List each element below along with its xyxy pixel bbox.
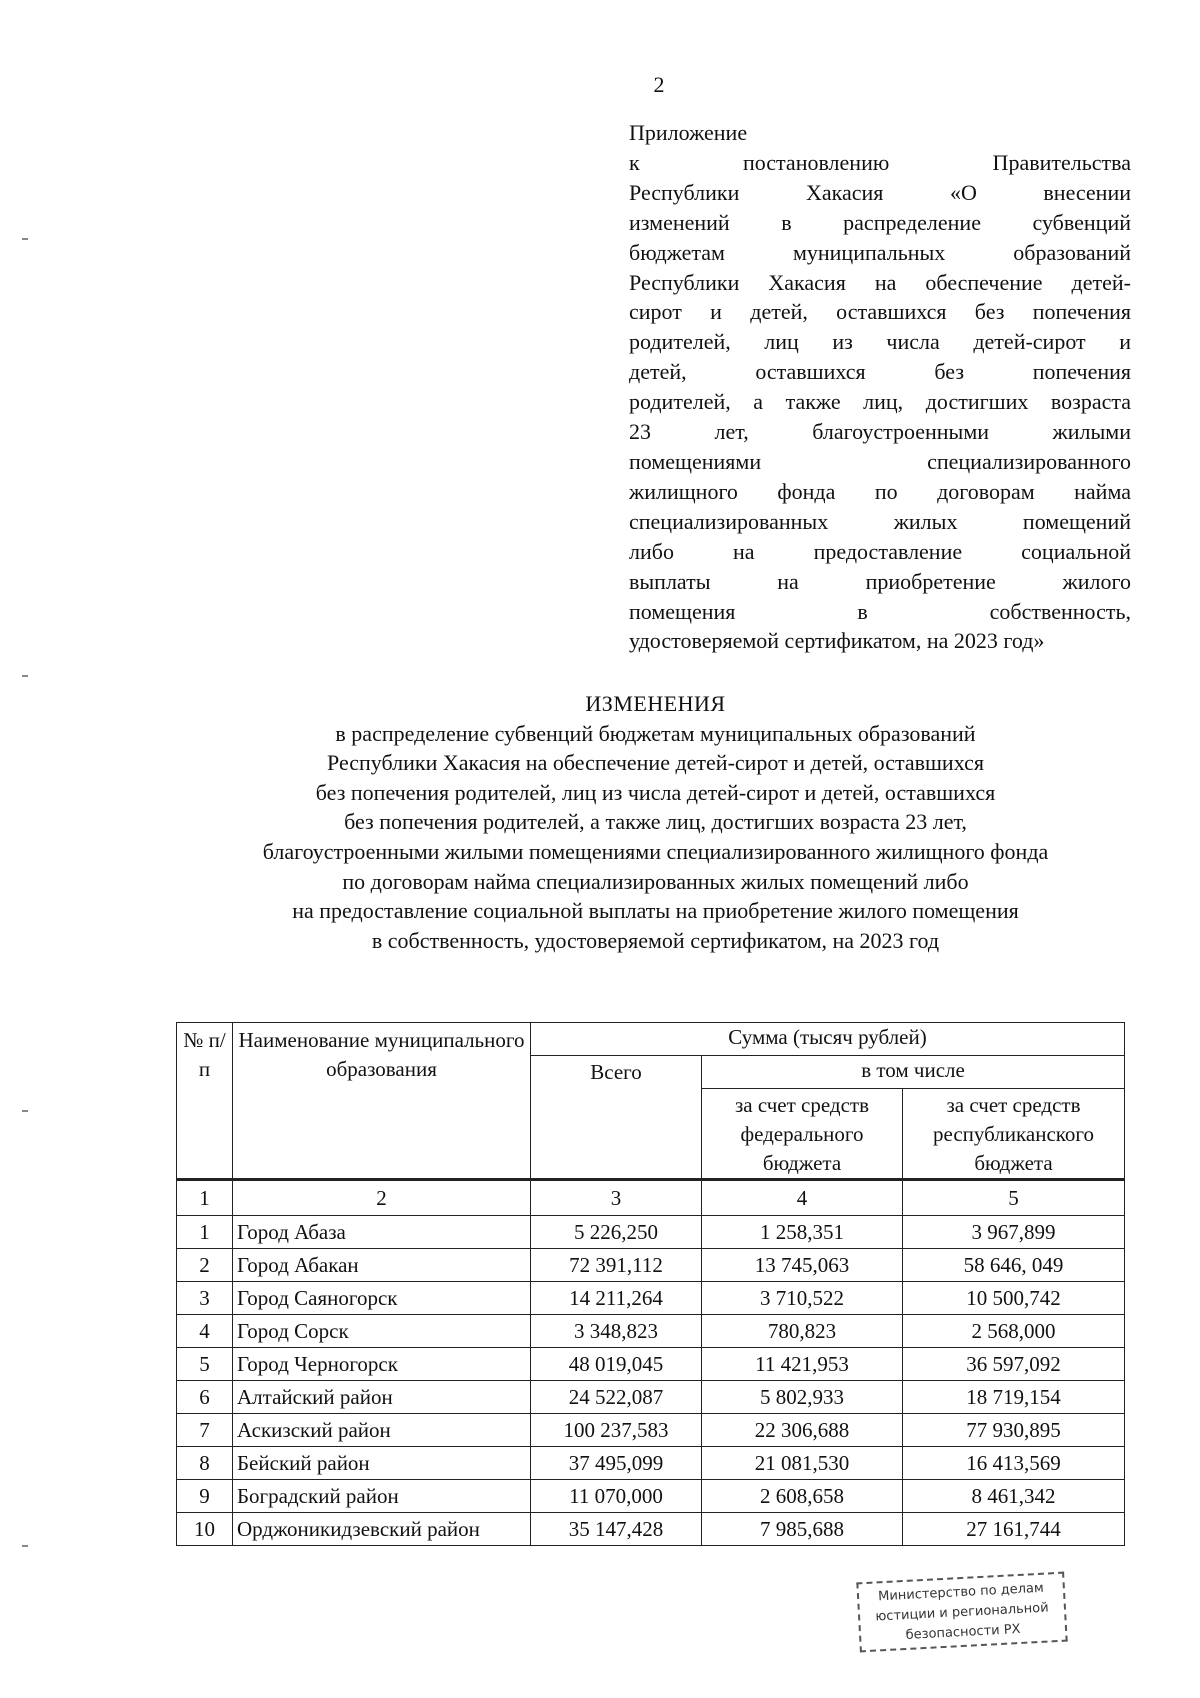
row-number: 10 — [177, 1513, 233, 1546]
republic-amount: 8 461,342 — [903, 1480, 1125, 1513]
republic-amount: 2 568,000 — [903, 1315, 1125, 1348]
republic-amount: 16 413,569 — [903, 1447, 1125, 1480]
stamp-line: безопасности РХ — [905, 1621, 1021, 1643]
row-number: 3 — [177, 1282, 233, 1315]
republic-amount: 10 500,742 — [903, 1282, 1125, 1315]
federal-amount: 21 081,530 — [702, 1447, 903, 1480]
municipality-name: Бейский район — [233, 1447, 531, 1480]
document-heading — [170, 689, 1141, 955]
republic-amount: 58 646, 049 — [903, 1249, 1125, 1282]
row-number: 9 — [177, 1480, 233, 1513]
federal-amount: 2 608,658 — [702, 1480, 903, 1513]
federal-amount: 1 258,351 — [702, 1216, 903, 1249]
republic-amount: 36 597,092 — [903, 1348, 1125, 1381]
total-amount: 72 391,112 — [531, 1249, 702, 1282]
total-amount: 3 348,823 — [531, 1315, 702, 1348]
appendix-line: специализированных жилых помещений — [629, 508, 1131, 534]
table-row — [177, 1216, 1125, 1249]
table-row — [177, 1315, 1125, 1348]
total-amount: 11 070,000 — [531, 1480, 702, 1513]
federal-amount: 11 421,953 — [702, 1348, 903, 1381]
appendix-line: 23 лет, благоустроенными жилыми — [629, 419, 1131, 445]
municipality-name: Алтайский район — [233, 1381, 531, 1414]
header-republic: за счет средств республиканского бюджета — [903, 1089, 1125, 1180]
heading-line: благоустроенными жилыми помещениями специализированного жилищного фонда — [262, 838, 1049, 864]
heading-line: в распределение субвенций бюджетам муниципальных образований — [335, 720, 976, 746]
municipality-name: Аскизский район — [233, 1414, 531, 1447]
appendix-line: бюджетам муниципальных образований — [629, 239, 1131, 265]
header-federal: за счет средств федерального бюджета — [702, 1089, 903, 1180]
row-number: 2 — [177, 1249, 233, 1282]
municipality-name: Орджоникидзевский район — [233, 1513, 531, 1546]
municipality-name: Город Саяногорск — [233, 1282, 531, 1315]
page-number: 2 — [653, 72, 665, 97]
column-number: 1 — [177, 1180, 233, 1216]
heading-line: в собственность, удостоверяемой сертификатом, на 2023 год — [371, 927, 940, 953]
heading-line: на предоставление социальной выплаты на приобретение жилого помещения — [292, 898, 1019, 924]
header-number: № п/п — [177, 1023, 233, 1180]
row-number: 6 — [177, 1381, 233, 1414]
federal-amount: 7 985,688 — [702, 1513, 903, 1546]
header-municipality: Наименование муниципального образования — [233, 1023, 531, 1180]
appendix-line: изменений в распределение субвенций — [629, 209, 1131, 235]
republic-amount: 77 930,895 — [903, 1414, 1125, 1447]
appendix-line: помещения в собственность, — [629, 598, 1131, 624]
appendix-line: выплаты на приобретение жилого — [629, 568, 1131, 594]
table-row — [177, 1447, 1125, 1480]
row-number: 8 — [177, 1447, 233, 1480]
municipality-name: Боградский район — [233, 1480, 531, 1513]
row-number: 1 — [177, 1216, 233, 1249]
appendix-line: либо на предоставление социальной — [629, 538, 1131, 564]
scan-mark — [22, 675, 28, 677]
municipality-name: Город Абакан — [233, 1249, 531, 1282]
appendix-line: родителей, а также лиц, достигших возраста — [629, 389, 1131, 415]
total-amount: 35 147,428 — [531, 1513, 702, 1546]
federal-amount: 780,823 — [702, 1315, 903, 1348]
municipality-name: Город Сорск — [233, 1315, 531, 1348]
appendix-line: сирот и детей, оставшихся без попечения — [629, 299, 1131, 325]
header-including: в том числе — [702, 1056, 1125, 1089]
republic-amount: 27 161,744 — [903, 1513, 1125, 1546]
ministry-stamp — [856, 1572, 1067, 1653]
appendix-line: Приложение — [629, 120, 748, 145]
municipality-name: Город Абаза — [233, 1216, 531, 1249]
allocation-table — [176, 1022, 1125, 1546]
total-amount: 37 495,099 — [531, 1447, 702, 1480]
federal-amount: 22 306,688 — [702, 1414, 903, 1447]
heading-line: Республики Хакасия на обеспечение детей-сирот и детей, оставшихся — [327, 750, 984, 776]
heading-line: без попечения родителей, а также лиц, достигших возраста 23 лет, — [344, 809, 967, 835]
column-number: 4 — [702, 1180, 903, 1216]
federal-amount: 3 710,522 — [702, 1282, 903, 1315]
total-amount: 24 522,087 — [531, 1381, 702, 1414]
appendix-line: Республики Хакасия на обеспечение детей- — [629, 269, 1131, 295]
republic-amount: 18 719,154 — [903, 1381, 1125, 1414]
appendix-line: родителей, лиц из числа детей-сирот и — [629, 329, 1131, 355]
total-amount: 100 237,583 — [531, 1414, 702, 1447]
row-number: 5 — [177, 1348, 233, 1381]
appendix-line: удостоверяемой сертификатом, на 2023 год» — [629, 628, 1045, 654]
table-row — [177, 1414, 1125, 1447]
row-number: 4 — [177, 1315, 233, 1348]
appendix-line: детей, оставшихся без попечения — [629, 359, 1131, 385]
total-amount: 5 226,250 — [531, 1216, 702, 1249]
heading-line: без попечения родителей, лиц из числа детей-сирот и детей, оставшихся — [315, 779, 996, 805]
municipality-name: Город Черногорск — [233, 1348, 531, 1381]
appendix-line: жилищного фонда по договорам найма — [629, 478, 1131, 504]
table-row — [177, 1381, 1125, 1414]
appendix-block — [629, 118, 1131, 656]
appendix-line: помещениями специализированного — [629, 448, 1131, 474]
table-row — [177, 1513, 1125, 1546]
federal-amount: 13 745,063 — [702, 1249, 903, 1282]
scan-mark — [22, 1545, 28, 1547]
table-row — [177, 1348, 1125, 1381]
stamp-line: Министерство по делам — [877, 1580, 1045, 1605]
column-number: 2 — [233, 1180, 531, 1216]
table-row — [177, 1249, 1125, 1282]
republic-amount: 3 967,899 — [903, 1216, 1125, 1249]
scan-mark — [22, 1110, 28, 1112]
stamp-line: юстиции и региональной — [875, 1600, 1050, 1625]
column-numbering-row — [177, 1180, 1125, 1216]
table-row — [177, 1282, 1125, 1315]
heading-title: ИЗМЕНЕНИЯ — [585, 691, 726, 716]
table-row — [177, 1480, 1125, 1513]
appendix-line: Республики Хакасия «О внесении — [629, 179, 1131, 205]
header-sum: Сумма (тысяч рублей) — [531, 1023, 1125, 1056]
row-number: 7 — [177, 1414, 233, 1447]
heading-line: по договорам найма специализированных жилых помещений либо — [342, 868, 969, 894]
column-number: 3 — [531, 1180, 702, 1216]
total-amount: 14 211,264 — [531, 1282, 702, 1315]
scan-mark — [22, 238, 28, 240]
total-amount: 48 019,045 — [531, 1348, 702, 1381]
appendix-line: к постановлению Правительства — [629, 149, 1131, 175]
column-number: 5 — [903, 1180, 1125, 1216]
header-total: Всего — [531, 1056, 702, 1180]
federal-amount: 5 802,933 — [702, 1381, 903, 1414]
